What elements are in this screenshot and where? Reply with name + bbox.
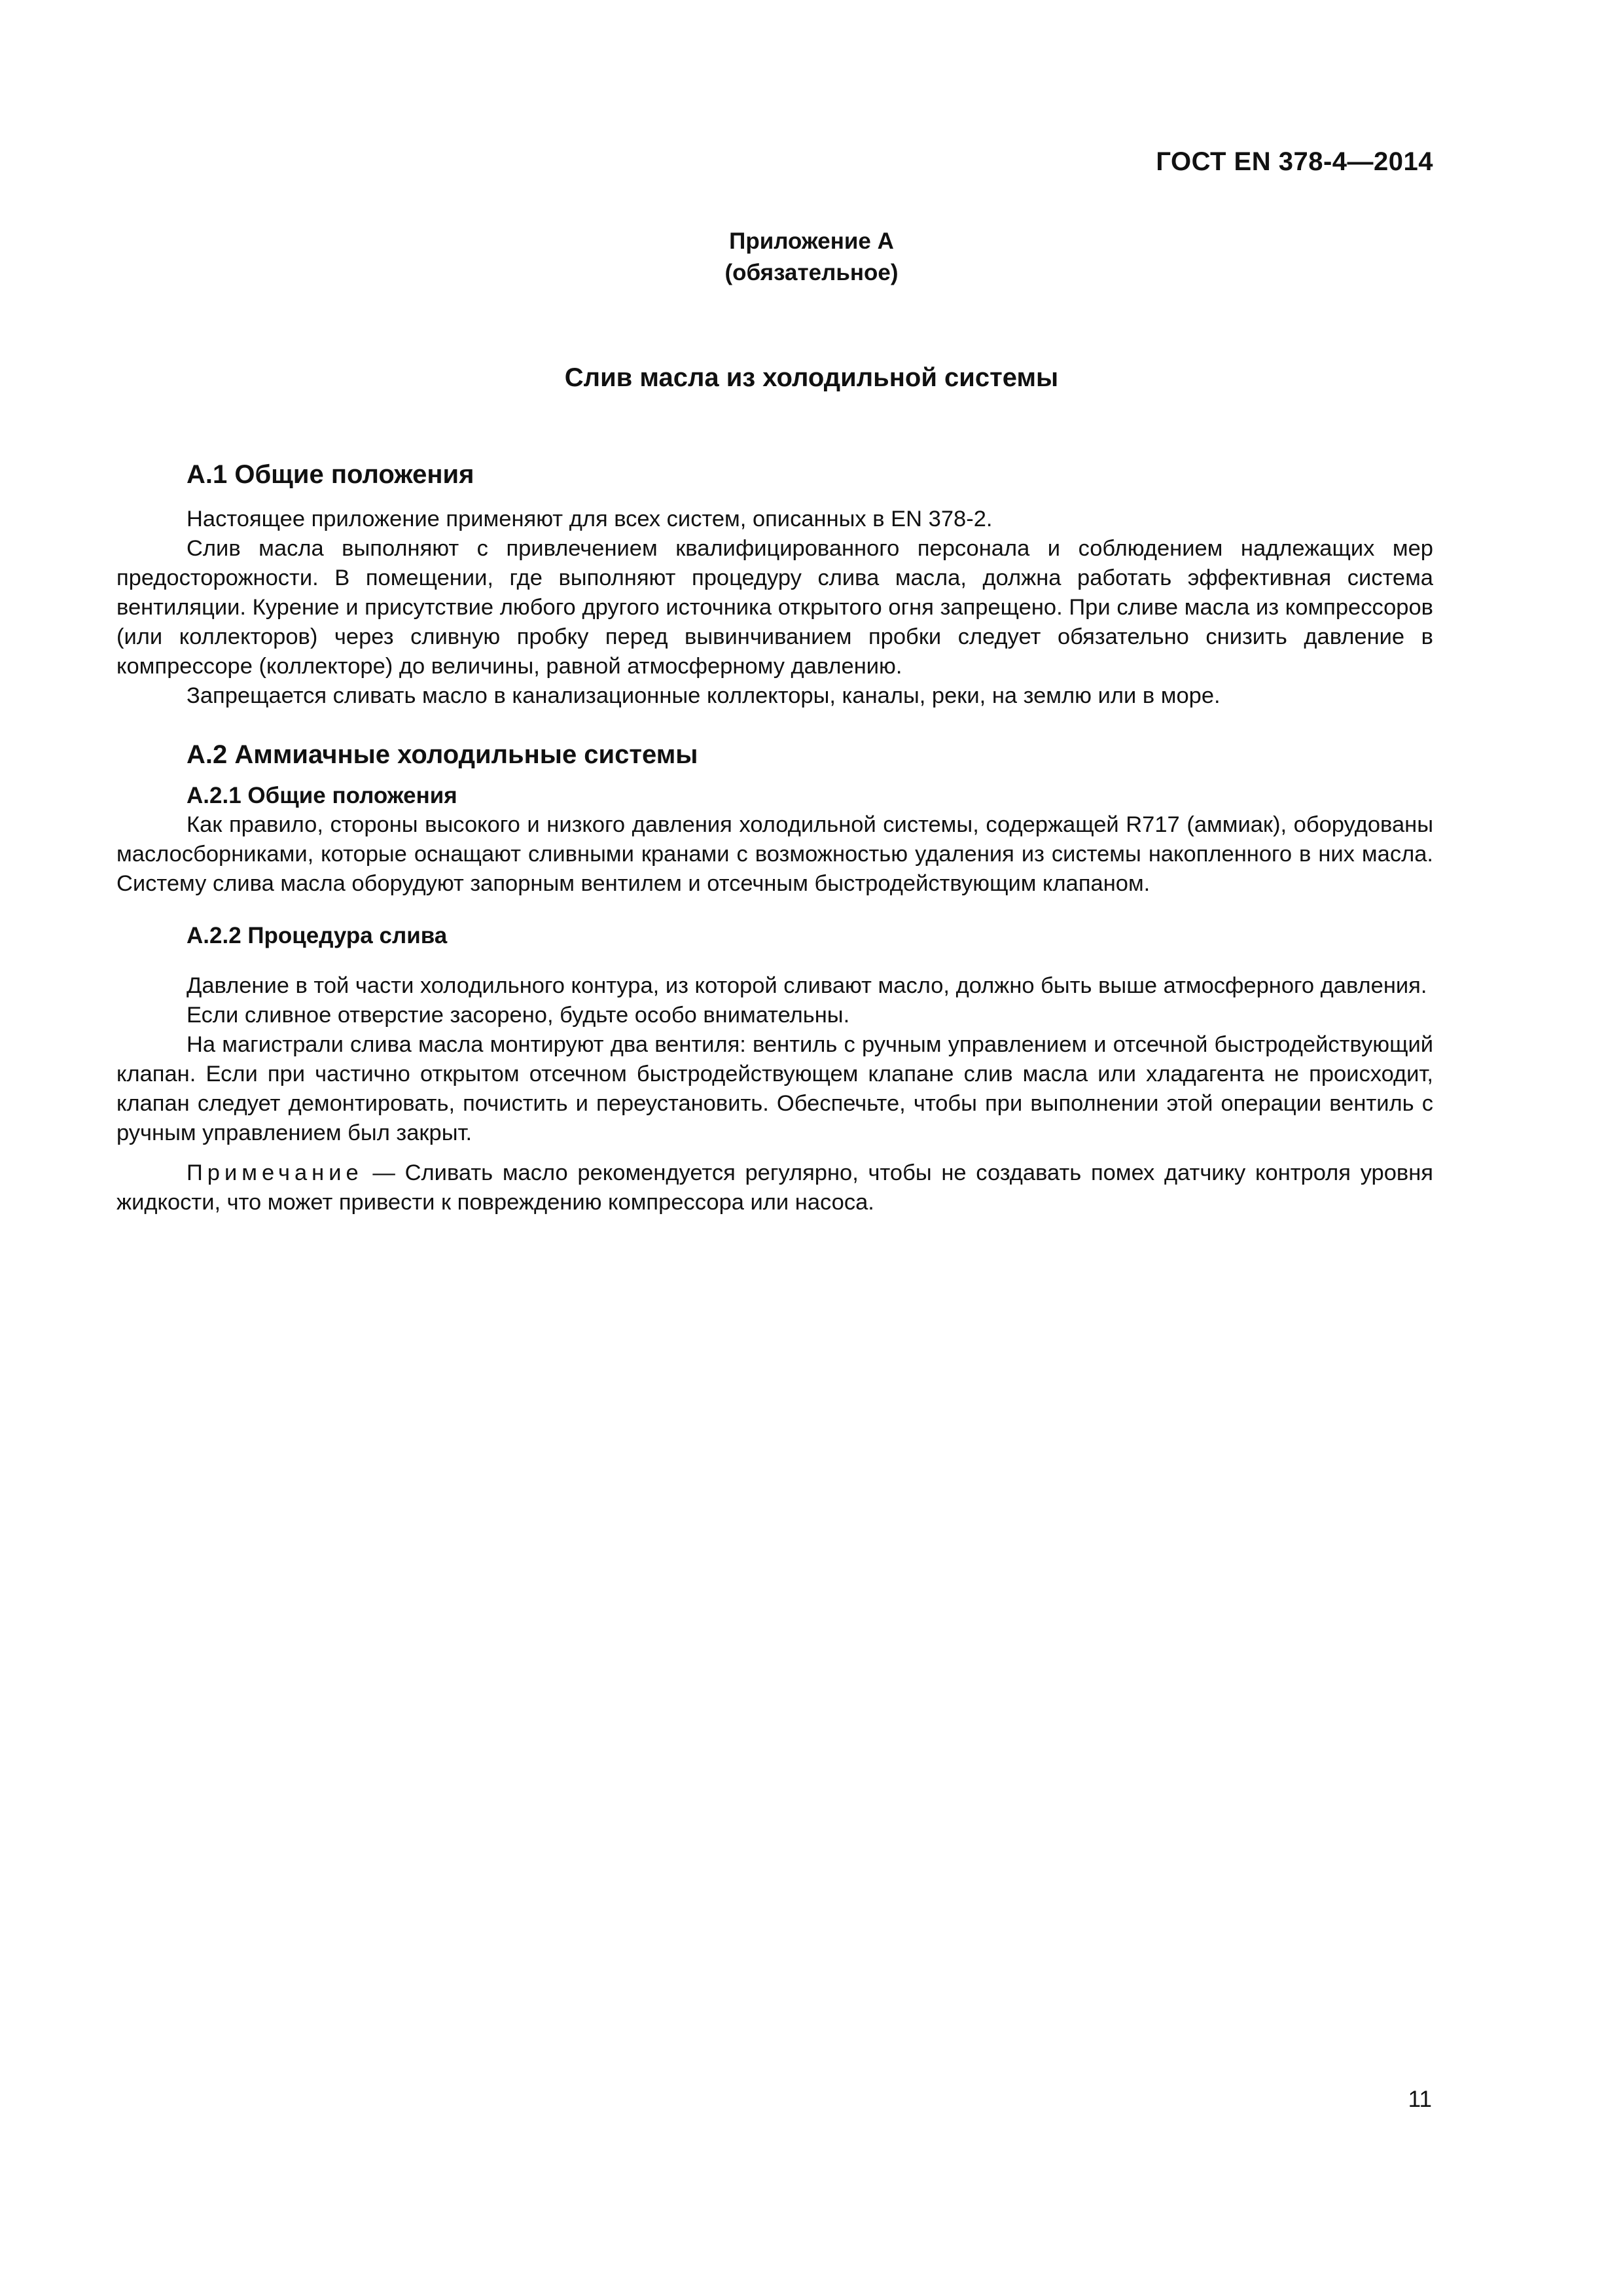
section-a1-heading: А.1 Общие положения [187,460,474,489]
section-a2 [116,736,1433,1217]
paragraph: Если сливное отверстие засорено, будьте особо внимательны. [187,1003,850,1028]
document-code: ГОСТ EN 378-4—2014 [1156,147,1433,176]
paragraph: Как правило, стороны высокого и низкого давления холодильной системы, содержащей R717 (аммиак), оборудованы маслосборниками, которые оснащают сливными кранами с возможностью удаления из системы накопленного в них масла. Систему слива масла оборудуют запорным вентилем и отсечным быстродействующим клапаном. [116,812,1433,896]
note-label: Примечание [187,1160,363,1185]
paragraph: Давление в той части холодильного контура, из которой сливают масло, должно быть выше атмосферного давления. [187,973,1427,998]
section-a2-heading: А.2 Аммиачные холодильные системы [187,740,698,769]
section-a1 [116,456,1433,711]
subsection-a22-heading: А.2.2 Процедура слива [187,923,448,948]
annex-status: (обязательное) [724,260,899,285]
annex-title: Слив масла из холодильной системы [564,363,1059,392]
paragraph: Слив масла выполняют с привлечением квалифицированного персонала и соблюдением надлежащих мер предосторожности. В помещении, где выполняют процедуру слива масла, должна работать эффективная система вентиляции. Курение и присутствие любого другого источника открытого огня запрещено. При сливе масла из компрессоров (или коллекторов) через сливную пробку перед вывинчиванием пробки следует обязательно снизить давление в компрессоре (коллекторе) до величины, равной атмосферному давлению. [116,536,1433,679]
annex-label: Приложение А [729,228,894,254]
paragraph: Запрещается сливать масло в канализационные коллекторы, каналы, реки, на землю или в море. [187,683,1221,708]
annex-header [0,226,1623,289]
paragraph: На магистрали слива масла монтируют два вентиля: вентиль с ручным управлением и отсечной быстродействующий клапан. Если при частично открытом отсечном быстродействующем клапане слив масла или хладагента не происходит, клапан следует демонтировать, почистить и переустановить. Обеспечьте, чтобы при выполнении этой операции вентиль с ручным управлением был закрыт. [116,1032,1433,1145]
page-number: 11 [1408,2087,1432,2112]
note-text: — Сливать масло рекомендуется регулярно, чтобы не создавать помех датчику контроля уровня жидкости, что может привести к повреждению компрессора или насоса. [116,1160,1433,1215]
note [116,1158,1433,1217]
paragraph: Настоящее приложение применяют для всех систем, описанных в EN 378-2. [187,507,993,531]
subsection-a21-heading: А.2.1 Общие положения [187,783,457,808]
